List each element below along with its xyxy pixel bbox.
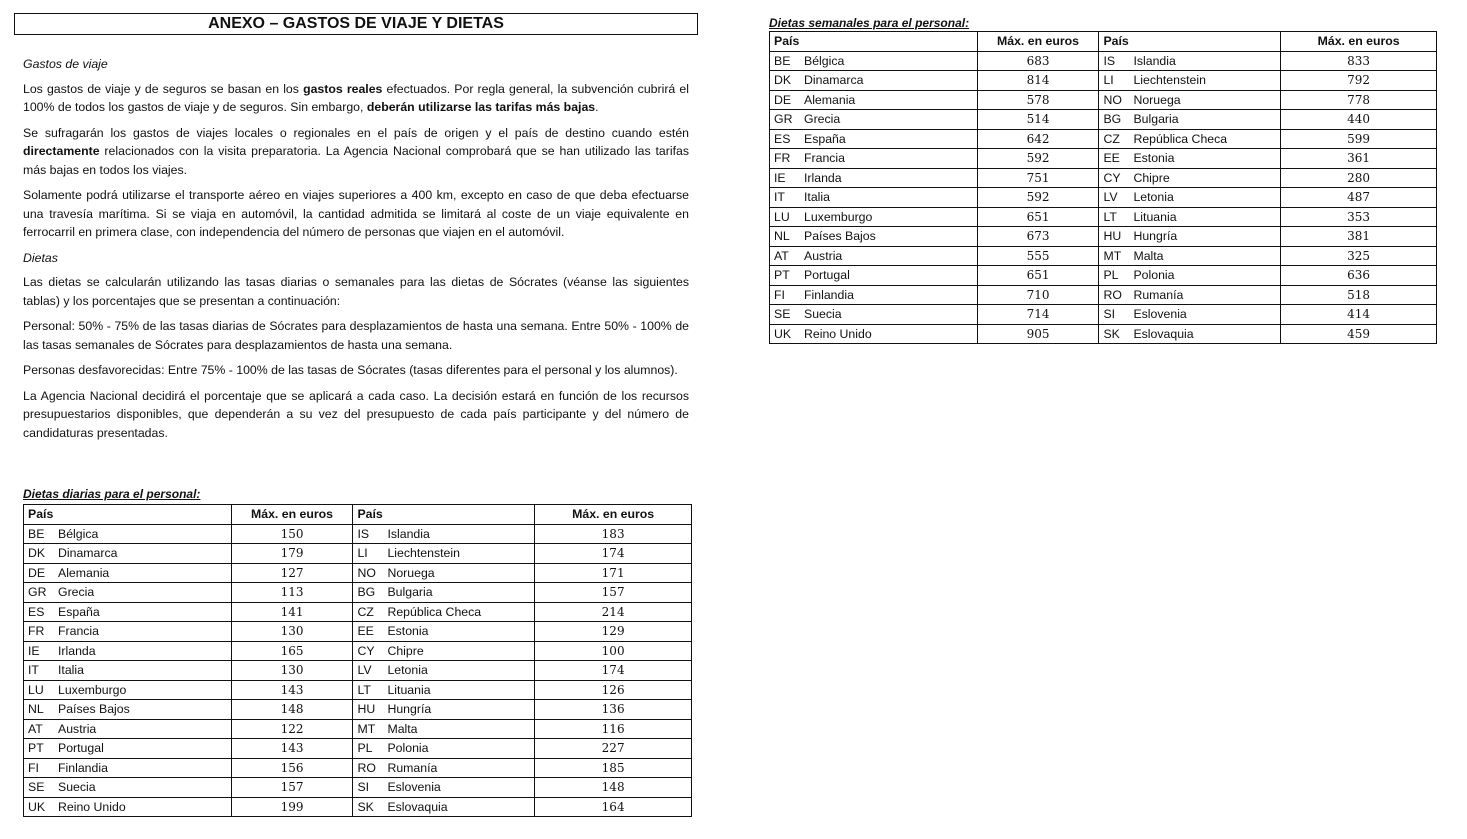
max-euros-cell: 710 <box>977 285 1099 305</box>
table-row <box>24 622 692 642</box>
country-cell <box>353 544 535 564</box>
country-cell <box>1099 324 1281 344</box>
table-row <box>24 700 692 720</box>
max-euros-cell: 148 <box>231 700 353 720</box>
country-cell <box>24 680 232 700</box>
country-name: Luxemburgo <box>58 682 127 697</box>
country-name: Austria <box>58 721 97 736</box>
table-row <box>24 602 692 622</box>
max-euros-cell: 673 <box>977 227 1099 247</box>
country-name: Eslovaquia <box>387 799 448 814</box>
country-cell <box>353 602 535 622</box>
max-euros-cell: 683 <box>977 51 1099 71</box>
country-code: FI <box>774 287 785 302</box>
country-code: IS <box>1103 53 1116 68</box>
page-title: ANEXO – GASTOS DE VIAJE Y DIETAS <box>14 13 698 35</box>
country-name: Suecia <box>58 780 96 795</box>
country-code: GR <box>28 585 47 600</box>
country-code: MT <box>1103 248 1122 263</box>
table-row <box>770 207 1437 227</box>
max-euros-cell: 122 <box>231 719 353 739</box>
max-euros-cell: 143 <box>231 739 353 759</box>
daily-allowance-table <box>23 504 692 817</box>
country-cell <box>770 90 978 110</box>
country-name: España <box>58 604 100 619</box>
max-euros-cell: 171 <box>535 563 692 583</box>
daily-allowance-section <box>23 487 692 817</box>
max-euros-cell: 325 <box>1281 246 1437 266</box>
table-row <box>24 719 692 739</box>
table-row <box>770 168 1437 188</box>
country-code: HU <box>1103 229 1122 244</box>
country-code: IE <box>774 170 786 185</box>
country-name: Noruega <box>387 565 435 580</box>
country-code: BE <box>28 526 45 541</box>
country-name: Luxemburgo <box>804 209 873 224</box>
max-euros-cell: 179 <box>231 544 353 564</box>
max-euros-cell: 174 <box>535 544 692 564</box>
country-code: LI <box>357 546 368 561</box>
max-euros-cell: 214 <box>535 602 692 622</box>
max-euros-cell: 116 <box>535 719 692 739</box>
country-name: Islandia <box>1133 53 1176 68</box>
country-cell <box>353 758 535 778</box>
max-euros-cell: 833 <box>1281 51 1437 71</box>
max-euros-cell: 414 <box>1281 305 1437 325</box>
table-header-row <box>770 32 1437 52</box>
country-cell <box>770 246 978 266</box>
country-name: Polonia <box>387 741 429 756</box>
country-name: Francia <box>58 624 100 639</box>
country-cell <box>1099 51 1281 71</box>
country-code: IT <box>774 190 785 205</box>
dietas-paragraph-3: Personas desfavorecidas: Entre 75% - 100% de las tasas de Sócrates (tasas diferentes para el personal y los alumnos). <box>23 363 678 377</box>
max-euros-cell: 227 <box>535 739 692 759</box>
max-euros-cell: 599 <box>1281 129 1437 149</box>
country-cell <box>24 622 232 642</box>
country-cell <box>1099 129 1281 149</box>
dietas-heading: Dietas <box>23 250 58 265</box>
country-code: LV <box>1103 190 1118 205</box>
country-code: SK <box>1103 326 1120 341</box>
max-euros-cell: 127 <box>231 563 353 583</box>
country-cell <box>353 583 535 603</box>
table-row <box>770 305 1437 325</box>
table-row <box>24 758 692 778</box>
country-cell <box>1099 285 1281 305</box>
country-cell <box>24 602 232 622</box>
country-cell <box>24 739 232 759</box>
gastos-paragraph-2: Se sufragarán los gastos de viajes locales o regionales en el país de origen y el país de destino cuando estén directamente relacionados con la visita preparatoria. La Agencia Nacional comprobará que se han utilizado las tarifas más bajas en todos los viajes. <box>23 125 689 177</box>
country-cell <box>1099 110 1281 130</box>
country-code: SE <box>774 307 791 322</box>
country-name: Liechtenstein <box>387 546 460 561</box>
max-euros-cell: 185 <box>535 758 692 778</box>
max-euros-cell: 157 <box>535 583 692 603</box>
country-cell <box>1099 207 1281 227</box>
country-cell <box>770 168 978 188</box>
country-cell <box>1099 227 1281 247</box>
country-name: Estonia <box>387 624 429 639</box>
max-euros-cell: 353 <box>1281 207 1437 227</box>
country-cell <box>770 149 978 169</box>
max-euros-cell: 381 <box>1281 227 1437 247</box>
country-code: UK <box>774 326 792 341</box>
max-euros-cell: 141 <box>231 602 353 622</box>
country-cell <box>770 51 978 71</box>
col-header-max: Máx. en euros <box>1281 32 1437 52</box>
country-cell <box>770 188 978 208</box>
country-cell <box>353 739 535 759</box>
table-row <box>770 90 1437 110</box>
country-cell <box>1099 188 1281 208</box>
country-name: Dinamarca <box>804 73 864 88</box>
country-name: Finlandia <box>804 287 854 302</box>
max-euros-cell: 651 <box>977 266 1099 286</box>
max-euros-cell: 280 <box>1281 168 1437 188</box>
dietas-paragraph-2: Personal: 50% - 75% de las tasas diarias de Sócrates para desplazamientos de hasta una semana. Entre 50% - 100% de las tasas semanales de Sócrates para desplazamientos de hasta una semana. <box>23 319 689 352</box>
country-name: Estonia <box>1133 151 1175 166</box>
country-cell <box>353 641 535 661</box>
col-header-country: País <box>770 32 978 52</box>
max-euros-cell: 126 <box>535 680 692 700</box>
country-cell <box>24 544 232 564</box>
max-euros-cell: 130 <box>231 622 353 642</box>
table-header-row <box>24 505 692 525</box>
country-code: IS <box>357 526 370 541</box>
table-row <box>24 739 692 759</box>
country-name: Bélgica <box>58 526 99 541</box>
country-code: PT <box>774 268 790 283</box>
country-code: LI <box>1103 73 1114 88</box>
country-cell <box>770 227 978 247</box>
country-cell <box>770 266 978 286</box>
max-euros-cell: 714 <box>977 305 1099 325</box>
country-cell <box>1099 71 1281 91</box>
country-cell <box>24 797 232 817</box>
max-euros-cell: 592 <box>977 149 1099 169</box>
country-code: IE <box>28 643 40 658</box>
country-name: Bulgaria <box>387 585 433 600</box>
max-euros-cell: 113 <box>231 583 353 603</box>
table-row <box>770 149 1437 169</box>
table-row <box>24 680 692 700</box>
col-header-country: País <box>24 505 232 525</box>
country-code: RO <box>357 760 376 775</box>
country-name: Francia <box>804 151 846 166</box>
gastos-paragraph-1: Los gastos de viaje y de seguros se basan en los gastos reales efectuados. Por regla general, la subvención cubrirá el 100% de todos los gastos de viaje y de seguros. Sin embargo, deberán utilizarse las tarifas más bajas. <box>23 81 689 114</box>
country-cell <box>1099 168 1281 188</box>
country-name: Finlandia <box>58 760 108 775</box>
country-code: GR <box>774 112 793 127</box>
country-name: Hungría <box>387 702 432 717</box>
country-cell <box>24 641 232 661</box>
table-row <box>24 641 692 661</box>
country-code: DE <box>774 92 792 107</box>
max-euros-cell: 905 <box>977 324 1099 344</box>
max-euros-cell: 636 <box>1281 266 1437 286</box>
country-code: PT <box>28 741 44 756</box>
country-code: FR <box>28 624 45 639</box>
max-euros-cell: 792 <box>1281 71 1437 91</box>
country-code: HU <box>357 702 376 717</box>
country-name: Chipre <box>1133 170 1170 185</box>
max-euros-cell: 361 <box>1281 149 1437 169</box>
max-euros-cell: 143 <box>231 680 353 700</box>
max-euros-cell: 156 <box>231 758 353 778</box>
country-name: Irlanda <box>804 170 842 185</box>
country-cell <box>24 563 232 583</box>
max-euros-cell: 592 <box>977 188 1099 208</box>
country-name: Malta <box>387 721 418 736</box>
country-name: Malta <box>1133 248 1164 263</box>
country-name: Países Bajos <box>804 229 876 244</box>
max-euros-cell: 642 <box>977 129 1099 149</box>
table-row <box>24 778 692 798</box>
country-cell <box>24 700 232 720</box>
max-euros-cell: 199 <box>231 797 353 817</box>
country-code: SI <box>357 780 370 795</box>
country-code: EE <box>1103 151 1120 166</box>
max-euros-cell: 148 <box>535 778 692 798</box>
country-name: Dinamarca <box>58 546 118 561</box>
country-cell <box>353 700 535 720</box>
country-name: Liechtenstein <box>1133 73 1206 88</box>
country-cell <box>24 719 232 739</box>
body-text <box>23 55 689 449</box>
max-euros-cell: 136 <box>535 700 692 720</box>
dietas-paragraph-4: La Agencia Nacional decidirá el porcentaje que se aplicará a cada caso. La decisión estará en función de los recursos presupuestarios disponibles, que dependerán a su vez del presupuesto de cada país participante y del número de candidaturas presentadas. <box>23 388 689 440</box>
country-code: LT <box>357 682 371 697</box>
country-code: SI <box>1103 307 1116 322</box>
table-row <box>770 129 1437 149</box>
country-name: Hungría <box>1133 229 1178 244</box>
country-code: NL <box>774 229 790 244</box>
country-cell <box>770 285 978 305</box>
country-name: Alemania <box>804 92 856 107</box>
country-name: Países Bajos <box>58 702 130 717</box>
weekly-allowance-table <box>769 31 1437 344</box>
country-code: UK <box>28 799 46 814</box>
max-euros-cell: 164 <box>535 797 692 817</box>
country-name: Eslovaquia <box>1133 326 1194 341</box>
country-name: España <box>804 131 846 146</box>
country-name: Grecia <box>804 112 841 127</box>
country-code: NO <box>357 565 376 580</box>
gastos-paragraph-3: Solamente podrá utilizarse el transporte aéreo en viajes superiores a 400 km, excepto en caso de que deba efectuarse una travesía marítima. Si se viaja en automóvil, la cantidad admitida se limitará al coste de un viaje equivalente en ferrocarril en primera clase, con independencia del número de personas que viajen en el automóvil. <box>23 188 689 239</box>
country-code: PL <box>357 741 373 756</box>
country-cell <box>770 305 978 325</box>
daily-table-caption: Dietas diarias para el personal: <box>23 487 201 501</box>
country-name: Austria <box>804 248 843 263</box>
country-code: FI <box>28 760 39 775</box>
country-code: NL <box>28 702 44 717</box>
country-name: Suecia <box>804 307 842 322</box>
country-code: IT <box>28 663 39 678</box>
max-euros-cell: 751 <box>977 168 1099 188</box>
country-cell <box>1099 266 1281 286</box>
country-code: LV <box>357 663 372 678</box>
country-name: Portugal <box>58 741 104 756</box>
country-code: EE <box>357 624 374 639</box>
country-cell <box>770 71 978 91</box>
country-name: Islandia <box>387 526 430 541</box>
country-cell <box>24 524 232 544</box>
country-cell <box>770 110 978 130</box>
country-name: Lituania <box>387 682 431 697</box>
country-name: Eslovenia <box>387 780 441 795</box>
country-code: CY <box>1103 170 1121 185</box>
country-cell <box>353 778 535 798</box>
max-euros-cell: 555 <box>977 246 1099 266</box>
table-row <box>770 324 1437 344</box>
country-name: Alemania <box>58 565 110 580</box>
country-code: RO <box>1103 287 1122 302</box>
country-cell <box>353 563 535 583</box>
table-row <box>24 583 692 603</box>
country-code: ES <box>774 131 791 146</box>
table-row <box>770 110 1437 130</box>
table-row <box>770 71 1437 91</box>
country-name: Noruega <box>1133 92 1181 107</box>
country-code: FR <box>774 151 791 166</box>
max-euros-cell: 130 <box>231 661 353 681</box>
max-euros-cell: 778 <box>1281 90 1437 110</box>
col-header-max: Máx. en euros <box>977 32 1099 52</box>
country-cell <box>1099 149 1281 169</box>
table-row <box>770 246 1437 266</box>
country-name: Chipre <box>387 643 424 658</box>
max-euros-cell: 100 <box>535 641 692 661</box>
max-euros-cell: 651 <box>977 207 1099 227</box>
max-euros-cell: 183 <box>535 524 692 544</box>
country-name: Letonia <box>387 663 428 678</box>
country-name: Letonia <box>1133 190 1174 205</box>
country-cell <box>353 719 535 739</box>
country-code: PL <box>1103 268 1119 283</box>
country-cell <box>1099 90 1281 110</box>
country-name: República Checa <box>387 604 482 619</box>
max-euros-cell: 518 <box>1281 285 1437 305</box>
max-euros-cell: 157 <box>231 778 353 798</box>
country-name: Eslovenia <box>1133 307 1187 322</box>
table-row <box>24 797 692 817</box>
table-row <box>24 563 692 583</box>
country-cell <box>770 207 978 227</box>
max-euros-cell: 174 <box>535 661 692 681</box>
table-row <box>770 227 1437 247</box>
country-code: ES <box>28 604 45 619</box>
country-cell <box>1099 305 1281 325</box>
max-euros-cell: 165 <box>231 641 353 661</box>
country-cell <box>353 661 535 681</box>
country-code: MT <box>357 721 376 736</box>
weekly-allowance-section <box>769 16 1437 344</box>
dietas-paragraph-1: Las dietas se calcularán utilizando las tasas diarias o semanales para las dietas de Sócrates (véanse las siguientes tablas) y los porcentajes que se presentan a continuación: <box>23 275 689 308</box>
country-code: LU <box>28 682 44 697</box>
country-cell <box>353 797 535 817</box>
country-name: Bélgica <box>804 53 845 68</box>
country-name: Lituania <box>1133 209 1177 224</box>
country-name: Bulgaria <box>1133 112 1179 127</box>
country-name: Portugal <box>804 268 850 283</box>
country-code: SK <box>357 799 374 814</box>
country-code: CZ <box>1103 131 1120 146</box>
country-code: CY <box>357 643 375 658</box>
max-euros-cell: 487 <box>1281 188 1437 208</box>
max-euros-cell: 578 <box>977 90 1099 110</box>
table-row <box>770 266 1437 286</box>
col-header-country: País <box>1099 32 1281 52</box>
country-code: BE <box>774 53 791 68</box>
country-cell <box>353 524 535 544</box>
max-euros-cell: 440 <box>1281 110 1437 130</box>
col-header-max: Máx. en euros <box>231 505 353 525</box>
max-euros-cell: 129 <box>535 622 692 642</box>
country-name: Reino Unido <box>58 799 126 814</box>
col-header-max: Máx. en euros <box>535 505 692 525</box>
country-cell <box>24 583 232 603</box>
country-cell <box>770 324 978 344</box>
gastos-heading: Gastos de viaje <box>23 57 108 71</box>
country-name: Irlanda <box>58 643 96 658</box>
country-name: Grecia <box>58 585 95 600</box>
country-code: AT <box>28 721 43 736</box>
country-cell <box>1099 246 1281 266</box>
country-name: Rumanía <box>387 760 438 775</box>
country-name: Polonia <box>1133 268 1175 283</box>
country-cell <box>353 680 535 700</box>
max-euros-cell: 459 <box>1281 324 1437 344</box>
country-code: AT <box>774 248 789 263</box>
table-row <box>24 544 692 564</box>
table-row <box>770 188 1437 208</box>
country-code: BG <box>357 585 376 600</box>
country-code: NO <box>1103 92 1122 107</box>
country-code: DK <box>28 546 46 561</box>
country-cell <box>24 778 232 798</box>
country-code: CZ <box>357 604 374 619</box>
table-row <box>770 51 1437 71</box>
country-code: LT <box>1103 209 1117 224</box>
country-name: Reino Unido <box>804 326 872 341</box>
country-name: Italia <box>804 190 830 205</box>
weekly-table-caption: Dietas semanales para el personal: <box>769 16 970 30</box>
table-row <box>24 524 692 544</box>
country-cell <box>24 661 232 681</box>
country-code: DE <box>28 565 46 580</box>
country-cell <box>24 758 232 778</box>
country-cell <box>770 129 978 149</box>
country-cell <box>353 622 535 642</box>
country-code: LU <box>774 209 790 224</box>
table-row <box>24 661 692 681</box>
max-euros-cell: 814 <box>977 71 1099 91</box>
country-code: DK <box>774 73 792 88</box>
country-name: Rumanía <box>1133 287 1184 302</box>
country-code: BG <box>1103 112 1122 127</box>
col-header-country: País <box>353 505 535 525</box>
country-code: SE <box>28 780 45 795</box>
max-euros-cell: 514 <box>977 110 1099 130</box>
country-name: Italia <box>58 663 84 678</box>
max-euros-cell: 150 <box>231 524 353 544</box>
country-name: República Checa <box>1133 131 1228 146</box>
table-row <box>770 285 1437 305</box>
